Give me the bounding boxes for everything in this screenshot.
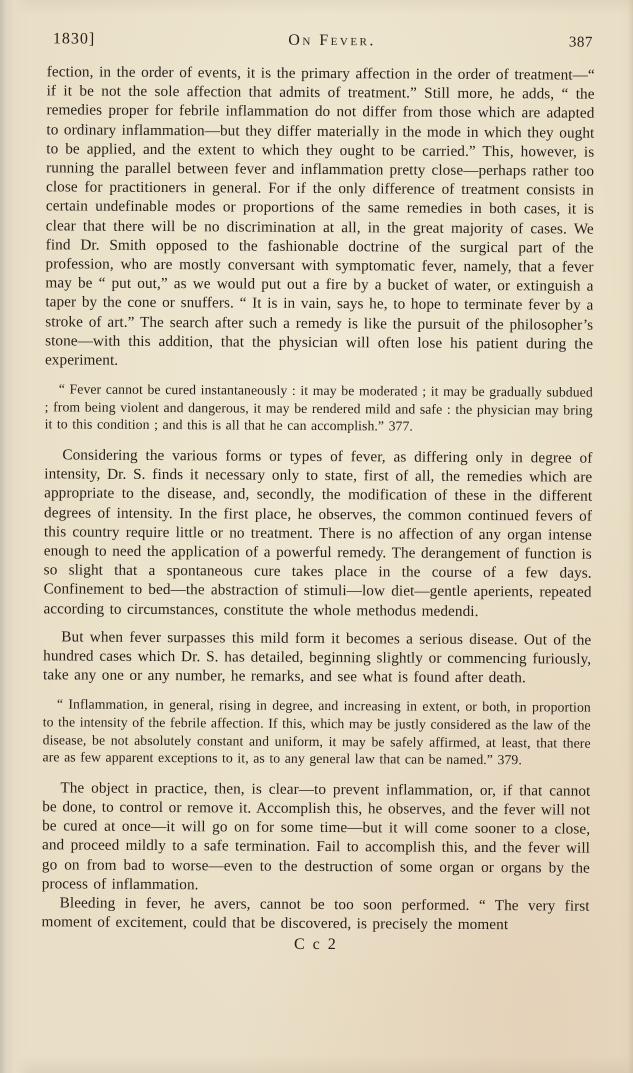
paragraph: But when fever surpasses this mild form it becomes a serious disease. Out of the hundred cases which Dr. S. has detailed, beginning slightly or commencing furiously, take any one or any number, he remarks, and see what is found after death.	[43, 628, 592, 687]
running-title: On Fever.	[288, 31, 376, 50]
paragraph: The object in practice, then, is clear—to prevent inflammation, or, if that cannot be done, to control or remove it. Accomplish this, he observes, and the fever will not be cured at once—it will go on for some time—but it will come sooner to a close, and proceed mildly to a safe termination. Fail to accomplish this, and the fever will go on from bad to worse—even to the destruction of some organ or organs by the process of inflammation.	[41, 779, 591, 894]
block-quote: “ Fever cannot be cured instantaneously : it may be moderated ; it may be gradually subdued ; from being violent and dangerous, it may be rendered mild and safe : the physician may bring it to this condition ; and this is all that he can accomplish.” 377.	[44, 381, 593, 435]
body-text	[41, 62, 594, 935]
page-content	[41, 30, 595, 956]
page-number: 387	[568, 34, 593, 51]
year-marker: 1830]	[52, 30, 96, 48]
paragraph-continuation: fection, in the order of events, it is the primary affection in the order of treatment—“ if it be not the sole affection that admits of treatment.” Still more, he adds, “ the remedies proper for febrile inflammation do not differ from those which are adapted to ordinary inflammation—but they differ materially in the mode in which they ought to be applied, and the extent to which they ought to be carried.” This, however, is running the parallel between fever and inflammation pretty close—perhaps rather too close for practitioners in general. For if the only difference of treatment consists in certain undefinable modes or proportions of the same remedies in both cases, it is clear that there will be no discrimination at all, in the great majority of cases. We find Dr. Smith opposed to the fashionable doctrine of the surgical part of the profession, who are mostly conversant with symptomatic fever, namely, that a fever may be “ put out,” as we would put out a fire by a bucket of water, or extinguish a taper by the cone or snuffers. “ It is in vain, says he, to hope to terminate fever by a stroke of art.” The search after such a remedy is like the pursuit of the philosopher’s stone—with this addition, that the physician will often lose his patient during the experiment.	[44, 63, 595, 369]
paragraph: Considering the various forms or types of fever, as differing only in degree of intensity, Dr. S. finds it necessary only to state, first of all, the remedies which are appropriate to the disease, and, secondly, the modification of these in the different degrees of intensity. In the first place, he observes, the common continued fevers of this country require little or no treatment. There is no affection of any organ intense enough to need the application of a powerful remedy. The derangement of function is so slight that a spontaneous cure takes place in the course of a few days. Confinement to bed—the abstraction of stimuli—low diet—gentle aperients, repeated according to circumstances, constitute the whole methodus medendi.	[43, 446, 593, 620]
signature-mark: C c 2	[293, 936, 337, 954]
block-quote: “ Inflammation, in general, rising in degree, and increasing in extent, or both, in proportion to the intensity of the febrile affection. If this, which may be justly considered as the law of the disease, be not absolutely constant and uniform, it may be safely affirmed, at least, that there are as few apparent exceptions to it, as to any general law that can be named.” 379.	[42, 696, 591, 768]
page-header	[47, 30, 595, 51]
paragraph: Bleeding in fever, he avers, cannot be too soon performed. “ The very first moment of excitement, could that be discovered, is precisely the moment	[41, 894, 590, 934]
